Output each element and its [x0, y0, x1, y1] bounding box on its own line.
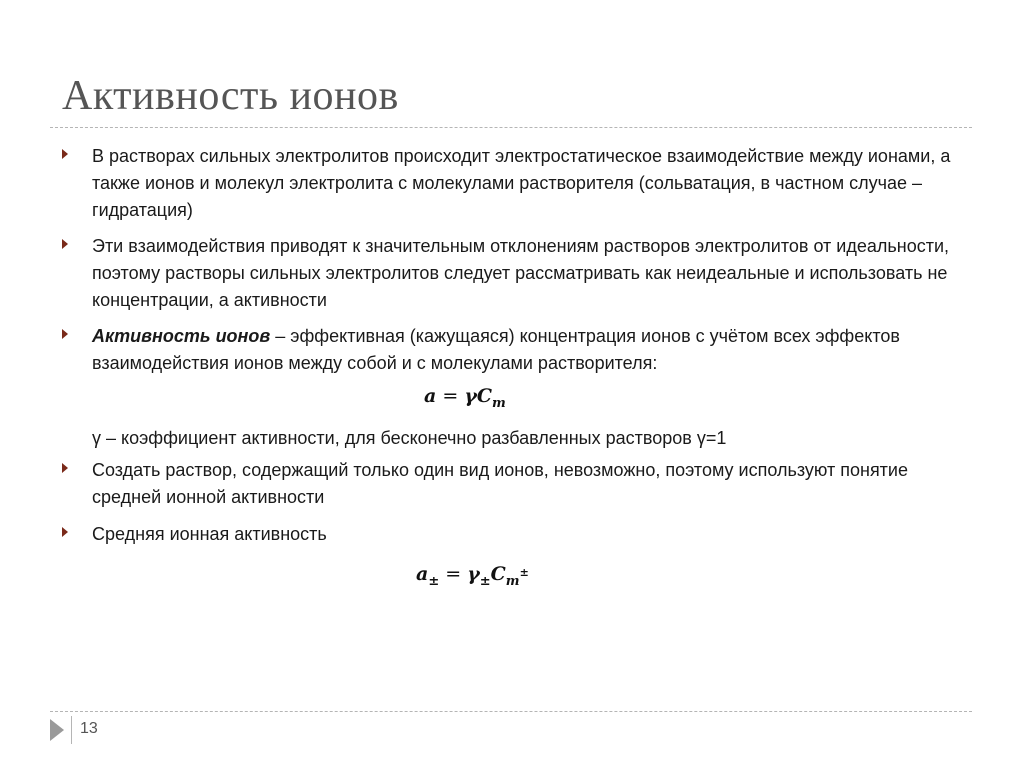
bullet-arrow-icon	[62, 527, 68, 537]
gamma-note: γ – коэффициент активности, для бесконечно разбавленных растворов γ=1	[92, 428, 727, 448]
footer-separator	[71, 716, 72, 744]
bullet-item	[62, 323, 962, 377]
bullet-text: Создать раствор, содержащий только один вид ионов, невозможно, поэтому используют понятие средней ионной активности	[92, 460, 908, 507]
footer-arrow-icon	[50, 719, 64, 741]
bullet-arrow-icon	[62, 463, 68, 473]
bullet-text: Средняя ионная активность	[92, 524, 327, 544]
page-number: 13	[80, 720, 98, 737]
defined-term: Активность ионов	[92, 326, 271, 346]
mean-activity-formula: $a_\pm = \gamma_\pm C_m^\pm$	[416, 563, 529, 589]
title-divider	[50, 127, 972, 128]
bullet-arrow-icon	[62, 239, 68, 249]
bullet-text: Эти взаимодействия приводят к значительным отклонениям растворов электролитов от идеальности, поэтому растворы сильных электролитов следует рассматривать как неидеальные и использовать не концентрации, а активности	[92, 236, 950, 310]
definition-text: – эффективная (кажущаяся) концентрация ионов с учётом всех эффектов взаимодействия ионов между собой и с молекулами растворителя:	[92, 326, 900, 373]
footer-divider	[50, 711, 972, 712]
activity-formula: $a = \gamma C_m$	[424, 385, 506, 411]
bullet-item	[62, 233, 962, 314]
bullet-text: В растворах сильных электролитов происходит электростатическое взаимодействие между ионами, а также ионов и молекул электролита с молекулами растворителя (сольватация, в частном случае – гидратация)	[92, 146, 951, 220]
bullet-arrow-icon	[62, 149, 68, 159]
slide-title: Активность ионов	[62, 73, 399, 119]
bullet-arrow-icon	[62, 329, 68, 339]
bullet-text	[92, 323, 962, 377]
bullet-item	[62, 143, 962, 224]
bullet-item	[62, 521, 962, 548]
bullet-item	[62, 457, 962, 511]
